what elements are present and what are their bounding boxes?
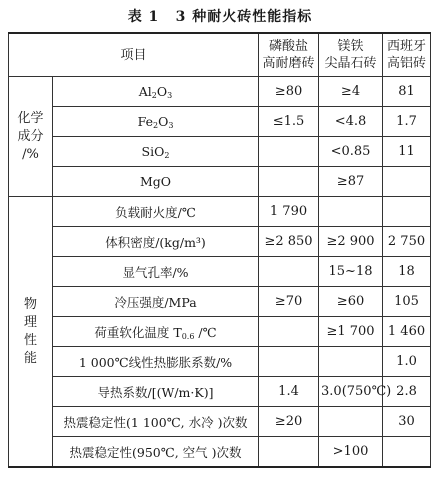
value-cell-col3: 1 460 (383, 317, 431, 347)
value-cell-col2: <0.85 (319, 137, 383, 167)
table-row (9, 137, 431, 167)
value-cell-col2 (319, 197, 383, 227)
value-cell-col3: 81 (383, 77, 431, 107)
value-cell-col2: >100 (319, 437, 383, 468)
value-cell-col1 (259, 137, 319, 167)
table-row (9, 257, 431, 287)
table-row (9, 377, 431, 407)
table-row (9, 407, 431, 437)
header-col2: 镁铁 尖晶石砖 (319, 33, 383, 77)
table-row (9, 107, 431, 137)
property-name: 热震稳定性(950℃, 空气 )次数 (53, 437, 259, 468)
table-row (9, 227, 431, 257)
value-cell-col2: ≥4 (319, 77, 383, 107)
value-cell-col2: ≥87 (319, 167, 383, 197)
property-name: MgO (53, 167, 259, 197)
value-cell-col1 (259, 317, 319, 347)
table-row (9, 347, 431, 377)
category-label: 物 理 性 能 (9, 197, 53, 468)
value-cell-col3 (383, 167, 431, 197)
value-cell-col3: 1.0 (383, 347, 431, 377)
category-label: 化学 成分 /% (9, 77, 53, 197)
table-row (9, 437, 431, 468)
table-row (9, 77, 431, 107)
value-cell-col2 (319, 347, 383, 377)
value-cell-col1: 1 790 (259, 197, 319, 227)
value-cell-col2: <4.8 (319, 107, 383, 137)
value-cell-col2: ≥2 900 (319, 227, 383, 257)
value-cell-col3: 1.7 (383, 107, 431, 137)
value-cell-col1 (259, 257, 319, 287)
header-col1: 磷酸盐 高耐磨砖 (259, 33, 319, 77)
value-cell-col1: ≥2 850 (259, 227, 319, 257)
value-cell-col3: 30 (383, 407, 431, 437)
value-cell-col1 (259, 437, 319, 468)
value-cell-col3: 105 (383, 287, 431, 317)
property-name: 1 000℃线性热膨胀系数/% (53, 347, 259, 377)
header-col3: 西班牙 高铝砖 (383, 33, 431, 77)
table-title: 3 种耐火砖性能指标 (175, 9, 313, 25)
value-cell-col1: ≤1.5 (259, 107, 319, 137)
value-cell-col1: ≥70 (259, 287, 319, 317)
value-cell-col1: ≥20 (259, 407, 319, 437)
table-caption (0, 6, 440, 26)
value-cell-col2: ≥60 (319, 287, 383, 317)
table-row (9, 167, 431, 197)
property-name: 负载耐火度/℃ (53, 197, 259, 227)
value-cell-col2: 3.0(750℃) (319, 377, 383, 407)
value-cell-col2: 15~18 (319, 257, 383, 287)
value-cell-col3: 2 750 (383, 227, 431, 257)
table-row (9, 197, 431, 227)
value-cell-col1 (259, 167, 319, 197)
property-name: 体积密度/(kg/m³) (53, 227, 259, 257)
property-name: $Fe_2O_3$ (53, 107, 259, 137)
value-cell-col1: ≥80 (259, 77, 319, 107)
property-name: 热震稳定性(1 100℃, 水冷 )次数 (53, 407, 259, 437)
value-cell-col3: 18 (383, 257, 431, 287)
value-cell-col3 (383, 197, 431, 227)
property-name: 冷压强度/MPa (53, 287, 259, 317)
value-cell-col3: 2.8 (383, 377, 431, 407)
property-name: SiO$_2$ (53, 137, 259, 167)
value-cell-col3: 11 (383, 137, 431, 167)
property-name: $Al_2O_3$ (53, 77, 259, 107)
value-cell-col3 (383, 437, 431, 468)
table-number: 表 1 (127, 9, 160, 25)
refractory-brick-table (8, 32, 431, 468)
property-name: 显气孔率/% (53, 257, 259, 287)
value-cell-col2: ≥1 700 (319, 317, 383, 347)
header-row (9, 33, 431, 77)
table-row (9, 317, 431, 347)
value-cell-col2 (319, 407, 383, 437)
table-row (9, 287, 431, 317)
header-item: 项目 (9, 33, 259, 77)
property-name: 荷重软化温度 $T_{0.6}$ /℃ (53, 317, 259, 347)
property-name: 导热系数/[(W/m·K)] (53, 377, 259, 407)
value-cell-col1 (259, 347, 319, 377)
value-cell-col1: 1.4 (259, 377, 319, 407)
